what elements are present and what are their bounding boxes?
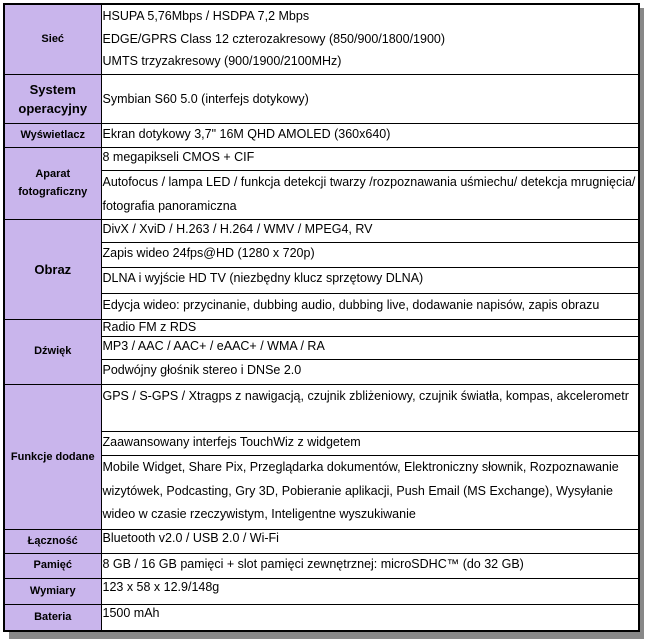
table-row bbox=[4, 319, 639, 336]
table-row bbox=[4, 4, 639, 75]
row-value-dzwiek-2: MP3 / AAC / AAC+ / eAAC+ / WMA / RA bbox=[101, 337, 639, 360]
row-value-funkcje-2: Zaawansowany interfejs TouchWiz z widgetem bbox=[101, 432, 639, 456]
row-label-siec: Sieć bbox=[4, 4, 101, 75]
row-value-obraz-2: Zapis wideo 24fps@HD (1280 x 720p) bbox=[101, 243, 639, 268]
row-label-pamiec: Pamięć bbox=[4, 553, 101, 578]
row-label-dzwiek: Dźwięk bbox=[4, 319, 101, 384]
table-row bbox=[4, 553, 639, 578]
row-label-funkcje: Funkcje dodane bbox=[4, 384, 101, 530]
row-value-aparat-2: Autofocus / lampa LED / funkcja detekcji twarzy /rozpoznawania uśmiechu/ detekcja mrugnięcia/ fotografia panoramiczna bbox=[101, 171, 639, 220]
row-label-wymiary: Wymiary bbox=[4, 578, 101, 604]
spec-table bbox=[3, 3, 640, 632]
row-value-funkcje-1: GPS / S-GPS / Xtragps z nawigacją, czujnik zbliżeniowy, czujnik światła, kompas, akcelerometr bbox=[101, 384, 639, 432]
row-value-obraz-1: DivX / XviD / H.263 / H.264 / WMV / MPEG4, RV bbox=[101, 219, 639, 242]
table-row bbox=[4, 605, 639, 631]
table-row bbox=[4, 578, 639, 604]
row-value-siec: HSUPA 5,76Mbps / HSDPA 7,2 Mbps EDGE/GPRS Class 12 czterozakresowy (850/900/1800/1900) UMTS trzyzakresowy (900/1900/2100MHz) bbox=[101, 4, 639, 75]
row-label-wyswietlacz: Wyświetlacz bbox=[4, 123, 101, 147]
row-value-funkcje-3: Mobile Widget, Share Pix, Przeglądarka dokumentów, Elektroniczny słownik, Rozpoznawanie wizytówek, Podcasting, Gry 3D, Pobieranie aplikacji, Push Email (MS Exchange), Wysyłanie wideo w czasie rzeczywistym, Inteligentne wyszukiwanie bbox=[101, 456, 639, 530]
row-value-wyswietlacz: Ekran dotykowy 3,7" 16M QHD AMOLED (360x640) bbox=[101, 123, 639, 147]
row-value-pamiec: 8 GB / 16 GB pamięci + slot pamięci zewnętrznej: microSDHC™ (do 32 GB) bbox=[101, 553, 639, 578]
table-row bbox=[4, 148, 639, 171]
table-row bbox=[4, 219, 639, 242]
table-row bbox=[4, 123, 639, 147]
table-row bbox=[4, 530, 639, 553]
row-value-dzwiek-3: Podwójny głośnik stereo i DNSe 2.0 bbox=[101, 360, 639, 384]
row-value-dzwiek-1: Radio FM z RDS bbox=[101, 319, 639, 336]
row-value-wymiary: 123 x 58 x 12.9/148g bbox=[101, 578, 639, 604]
table-row bbox=[4, 75, 639, 124]
row-label-lacznosc: Łączność bbox=[4, 530, 101, 553]
row-value-lacznosc: Bluetooth v2.0 / USB 2.0 / Wi-Fi bbox=[101, 530, 639, 553]
row-value-aparat-1: 8 megapikseli CMOS + CIF bbox=[101, 148, 639, 171]
row-value-bateria: 1500 mAh bbox=[101, 605, 639, 631]
row-label-system: System operacyjny bbox=[4, 75, 101, 124]
row-label-obraz: Obraz bbox=[4, 219, 101, 319]
row-value-obraz-3: DLNA i wyjście HD TV (niezbędny klucz sprzętowy DLNA) bbox=[101, 268, 639, 293]
row-value-system: Symbian S60 5.0 (interfejs dotykowy) bbox=[101, 75, 639, 124]
table-row bbox=[4, 384, 639, 432]
row-label-bateria: Bateria bbox=[4, 605, 101, 631]
row-label-aparat: Aparat fotograficzny bbox=[4, 148, 101, 220]
row-value-obraz-4: Edycja wideo: przycinanie, dubbing audio, dubbing live, dodawanie napisów, zapis obrazu bbox=[101, 293, 639, 319]
